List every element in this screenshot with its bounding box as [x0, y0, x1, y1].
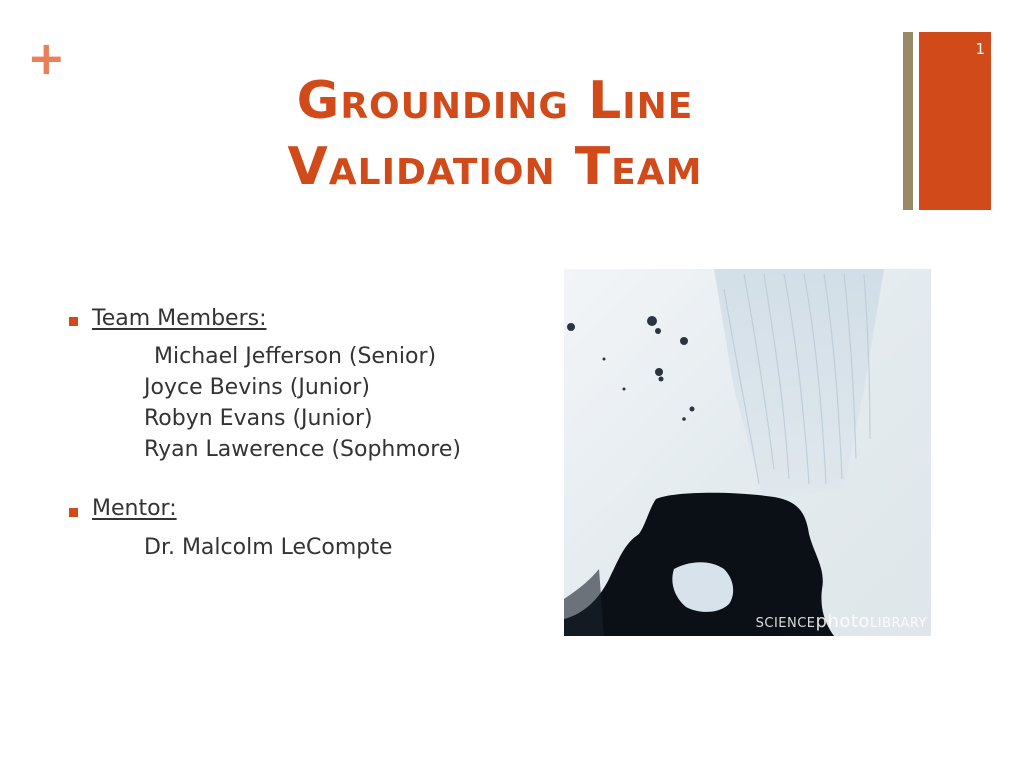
ice-shelf-illustration [564, 269, 931, 636]
plus-icon: + [27, 31, 66, 85]
slide-title [150, 68, 840, 200]
team-member-line: Ryan Lawerence (Sophmore) [144, 437, 461, 462]
title-line-1: Grounding Line [296, 71, 694, 131]
image-watermark: SCIENCEphotoLIBRARY [755, 611, 927, 632]
bullet-square-icon [69, 508, 78, 517]
mentor-name: Dr. Malcolm LeCompte [144, 535, 393, 560]
bullet-square-icon [69, 317, 78, 326]
satellite-ice-image [564, 269, 931, 636]
team-member-line: Michael Jefferson (Senior) [154, 344, 437, 369]
slide-number: 1 [975, 40, 985, 58]
team-members-heading: Team Members: [92, 306, 267, 331]
team-member-line: Joyce Bevins (Junior) [144, 375, 370, 400]
olive-accent-bar [903, 32, 913, 210]
title-line-2: Validation Team [287, 137, 703, 197]
mentor-heading: Mentor: [92, 496, 177, 521]
orange-accent-bar [919, 32, 991, 210]
team-member-line: Robyn Evans (Junior) [144, 406, 373, 431]
